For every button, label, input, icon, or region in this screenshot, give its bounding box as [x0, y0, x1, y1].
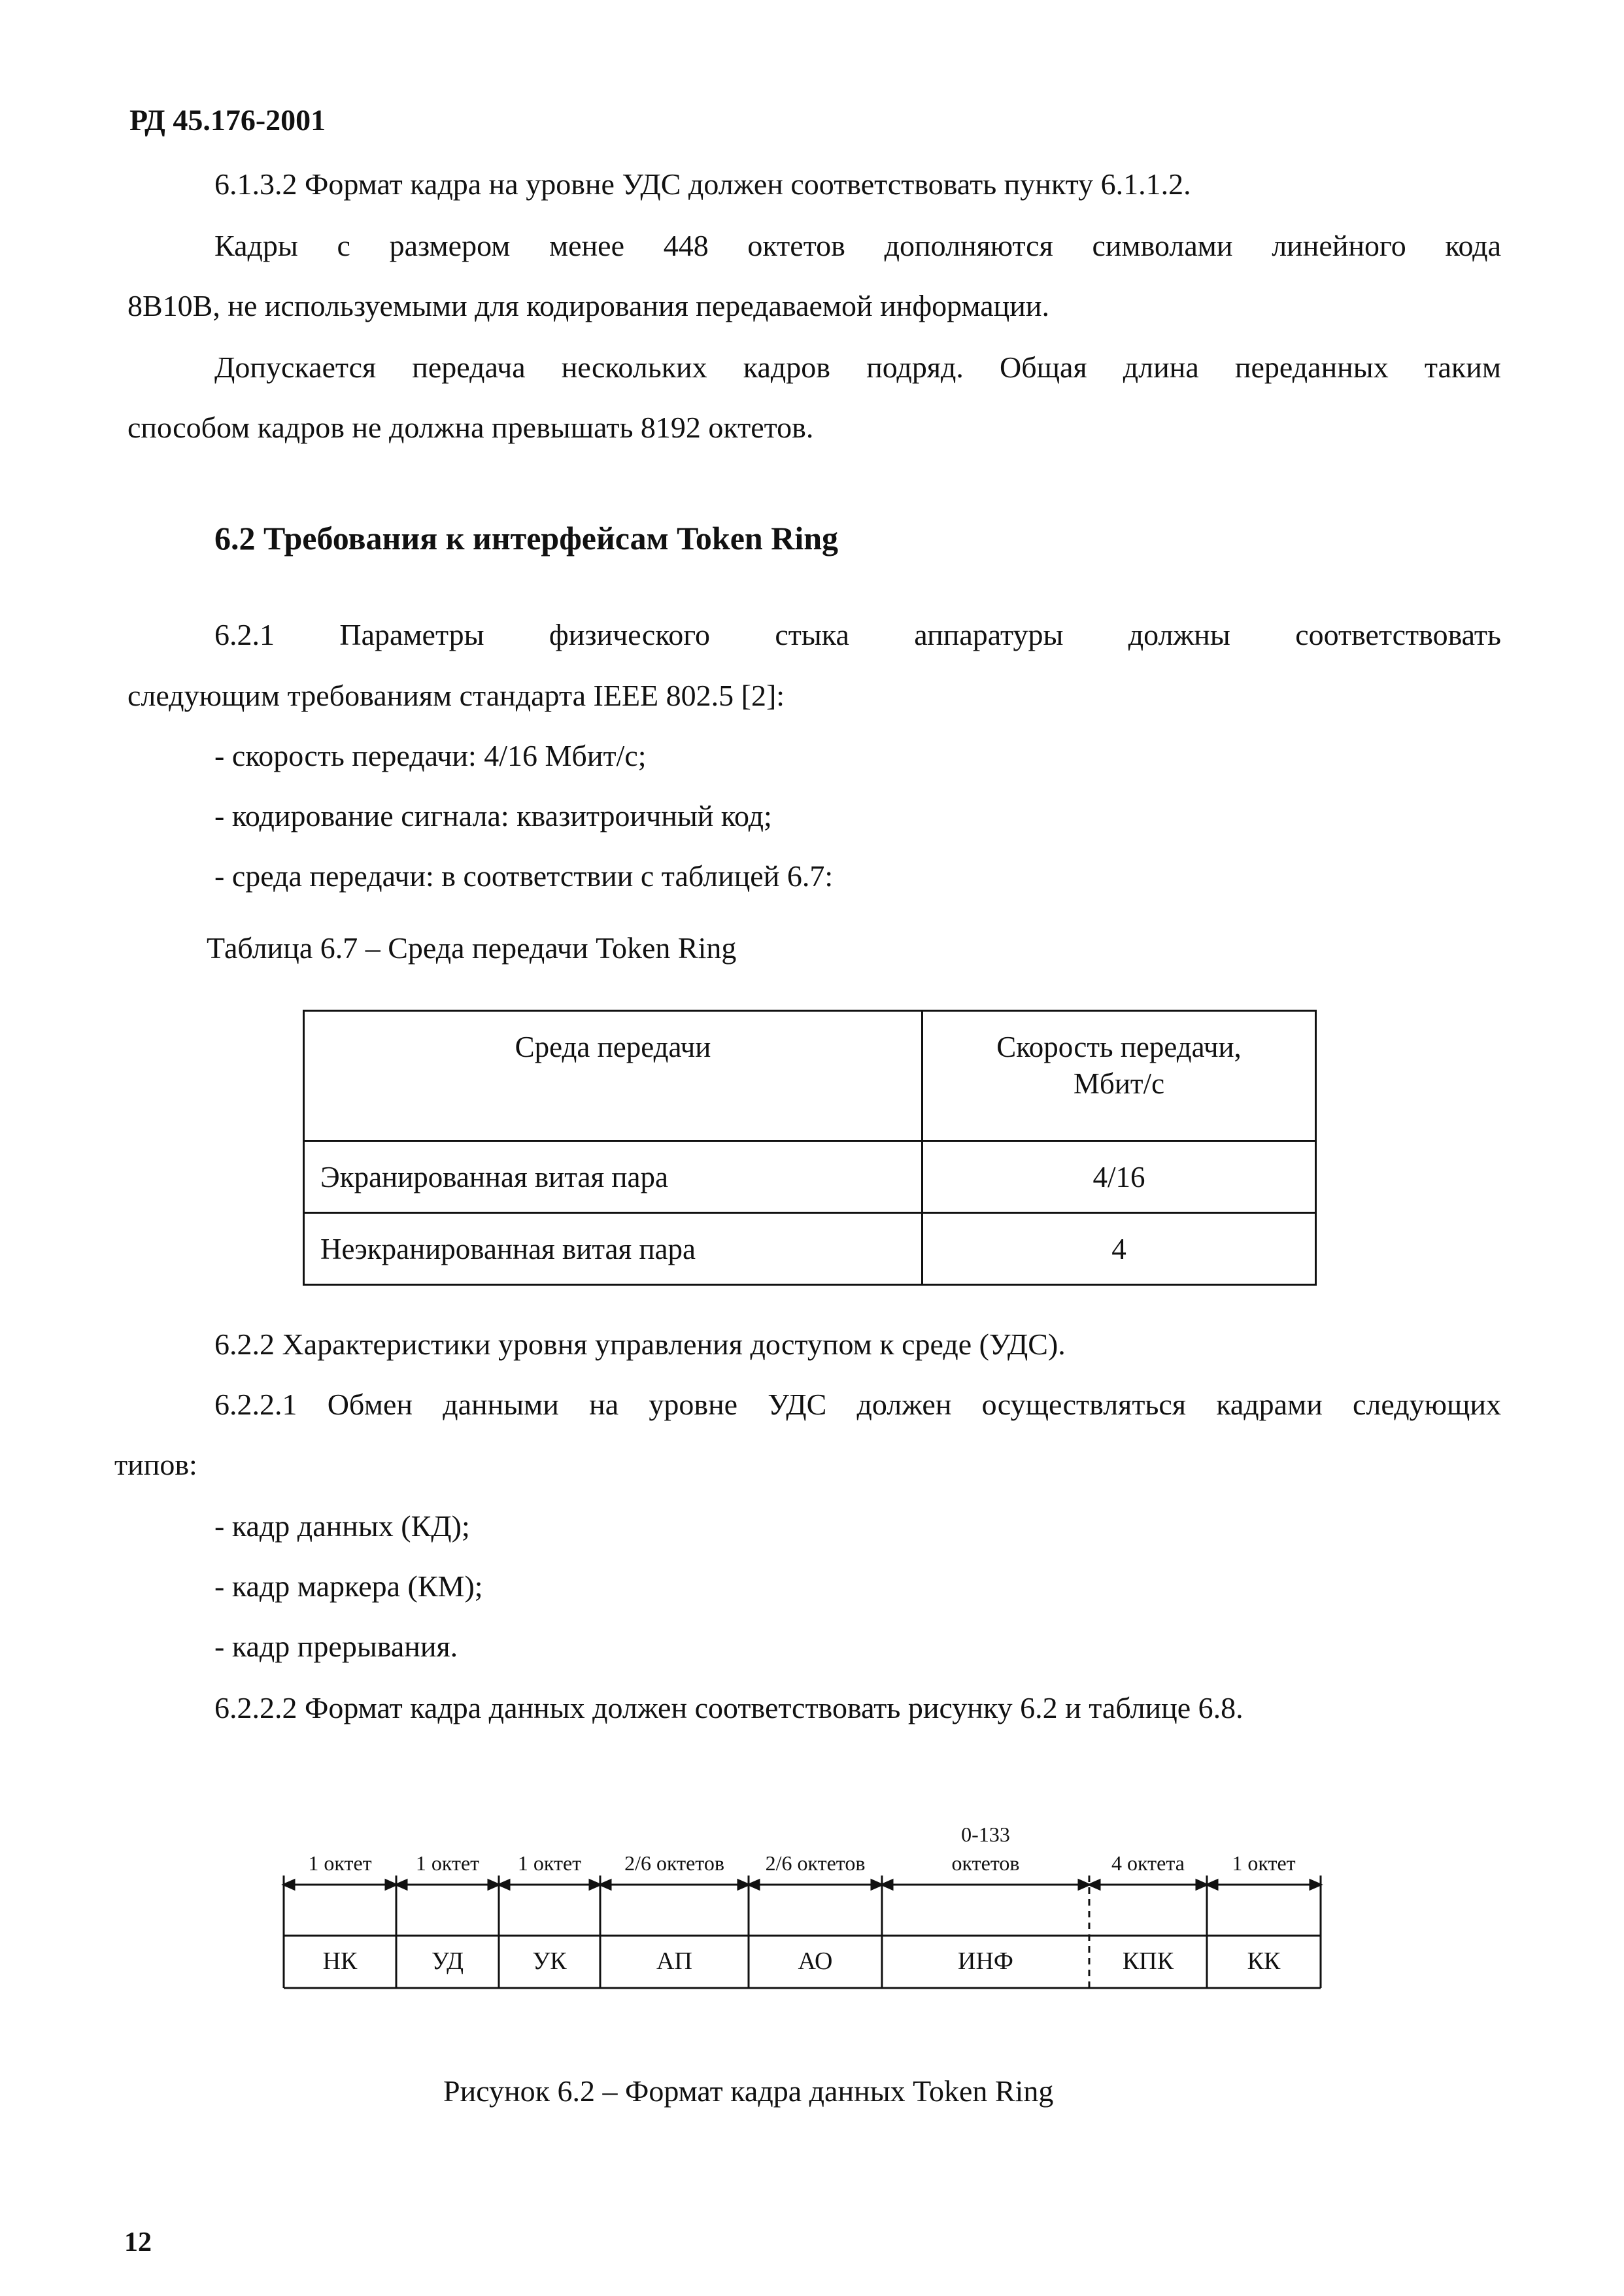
- table-caption: Таблица 6.7 – Среда передачи Token Ring: [207, 931, 737, 965]
- paragraph-6-2-1-line1: 6.2.1 Параметры физического стыка аппаратуры должны соответствовать: [214, 618, 1501, 651]
- field-size-label: октетов: [951, 1851, 1020, 1875]
- figure-caption: Рисунок 6.2 – Формат кадра данных Token Ring: [443, 2074, 1054, 2108]
- subsection-6-2-2-title: 6.2.2 Характеристики уровня управления доступом к среде (УДС).: [214, 1328, 1066, 1361]
- field-size-label: 4 октета: [1111, 1851, 1185, 1875]
- table-header-row: [304, 1011, 1316, 1141]
- paragraph-padding-line2: 8B10B, не используемыми для кодирования передаваемой информации.: [127, 289, 1050, 322]
- list-item: - среда передачи: в соответствии с таблицей 6.7:: [214, 859, 834, 893]
- frame-field-ap: АП: [656, 1947, 692, 1975]
- document-code: РД 45.176-2001: [129, 103, 326, 137]
- paragraph-6-2-2-2: 6.2.2.2 Формат кадра данных должен соответствовать рисунку 6.2 и таблице 6.8.: [214, 1691, 1243, 1724]
- frame-format-figure: [275, 1818, 1334, 2014]
- paragraph-6-2-2-1-line1: 6.2.2.1 Обмен данными на уровне УДС должен осуществляться кадрами следующих: [214, 1388, 1501, 1421]
- field-size-label: 2/6 октетов: [765, 1851, 866, 1875]
- frame-field-kpk: КПК: [1122, 1947, 1174, 1975]
- list-item: - кадр данных (КД);: [214, 1509, 470, 1543]
- field-size-label: 1 октет: [1232, 1851, 1296, 1875]
- section-heading: 6.2 Требования к интерфейсам Token Ring: [214, 520, 839, 557]
- frame-field-inf: ИНФ: [958, 1947, 1013, 1975]
- field-size-label: 0-133: [961, 1823, 1010, 1846]
- list-item: - скорость передачи: 4/16 Мбит/с;: [214, 739, 647, 772]
- table-row: [304, 1141, 1316, 1213]
- table-row: [304, 1213, 1316, 1285]
- table-header-cell: [922, 1011, 1316, 1141]
- table-header-cell: Среда передачи: [304, 1011, 922, 1141]
- paragraph-multiframe-line1: Допускается передача нескольких кадров подряд. Общая длина переданных таким: [214, 351, 1501, 384]
- table-cell: 4/16: [922, 1141, 1316, 1213]
- header-line: Мбит/с: [1073, 1067, 1165, 1101]
- frame-field-uk: УК: [532, 1947, 567, 1975]
- frame-field-kk: КК: [1247, 1947, 1281, 1975]
- frame-diagram: [275, 1818, 1334, 2014]
- header-line: Скорость передачи,: [996, 1031, 1242, 1063]
- paragraph-6-2-1-line2: следующим требованиям стандарта IEEE 802.5 [2]:: [127, 679, 785, 712]
- paragraph-6-1-3-2: 6.1.3.2 Формат кадра на уровне УДС должен соответствовать пункту 6.1.1.2.: [214, 167, 1191, 201]
- paragraph-multiframe-line2: способом кадров не должна превышать 8192 октетов.: [127, 411, 814, 444]
- table-cell: 4: [922, 1213, 1316, 1285]
- table-cell: Неэкранированная витая пара: [304, 1213, 922, 1285]
- frame-field-ao: АО: [798, 1947, 833, 1975]
- arrowhead: [284, 1880, 294, 1889]
- field-size-label: 2/6 октетов: [624, 1851, 724, 1875]
- table-cell: Экранированная витая пара: [304, 1141, 922, 1213]
- field-size-label: 1 октет: [415, 1851, 480, 1875]
- field-size-label: 1 октет: [517, 1851, 582, 1875]
- field-size-label: 1 октет: [308, 1851, 372, 1875]
- frame-field-nk: НК: [322, 1947, 358, 1975]
- list-item: - кодирование сигнала: квазитроичный код;: [214, 799, 772, 832]
- frame-field-ud: УД: [431, 1947, 464, 1975]
- transmission-media-table: [303, 1010, 1317, 1286]
- list-item: - кадр прерывания.: [214, 1630, 458, 1663]
- paragraph-padding-line1: Кадры с размером менее 448 октетов дополняются символами линейного кода: [214, 229, 1501, 262]
- list-item: - кадр маркера (КМ);: [214, 1569, 483, 1603]
- paragraph-6-2-2-1-line2: типов:: [114, 1448, 197, 1481]
- page-number: 12: [124, 2227, 152, 2257]
- arrowhead: [1310, 1880, 1321, 1889]
